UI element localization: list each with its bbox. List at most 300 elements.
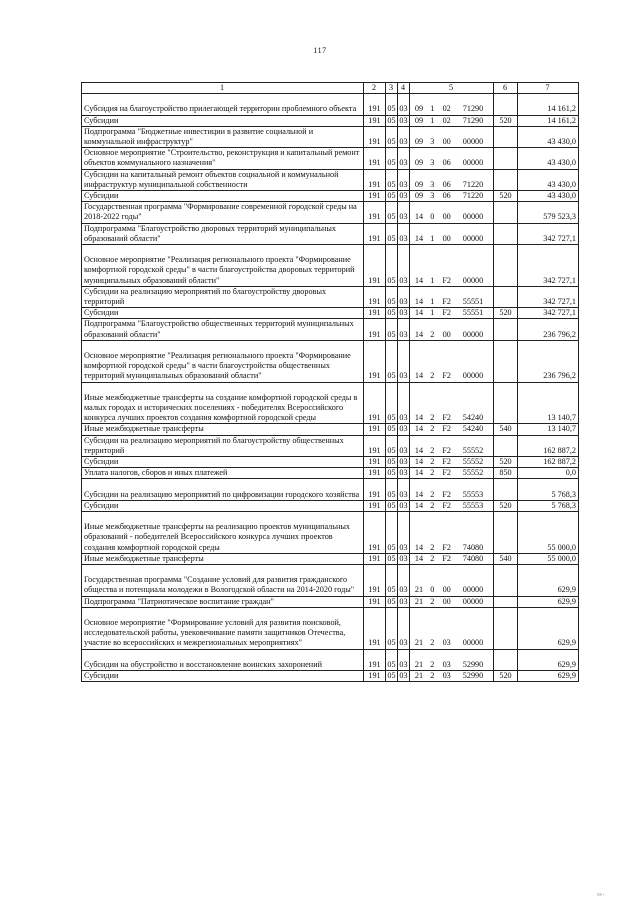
amount-cell: 342 727,1	[518, 308, 579, 319]
ministry-code-cell: 191	[364, 191, 386, 202]
row-name-cell: Иные межбюджетные трансферты на реализацию проектов муниципальных образований - победителей Всероссийского конкурса лучших проектов создания комфортной городской среды	[82, 512, 364, 554]
target-article-part: 1	[430, 115, 435, 125]
target-article-part: 14	[414, 424, 424, 434]
section-code-cell: 05	[387, 424, 396, 434]
subsection-code-cell: 03	[398, 148, 410, 169]
table-row	[82, 671, 579, 682]
target-article-code	[412, 158, 490, 168]
expense-type-cell	[494, 512, 518, 554]
target-article-code	[412, 501, 490, 511]
expense-type-cell	[494, 202, 518, 223]
target-article-code	[412, 638, 490, 648]
section-code-cell: 05	[387, 308, 396, 318]
target-article-part: 71220	[462, 179, 484, 189]
target-article-cell	[410, 94, 494, 115]
ministry-code-cell: 191	[364, 553, 386, 564]
target-article-part: 09	[414, 137, 424, 146]
target-article-part: 14	[414, 413, 424, 423]
target-article-part: 21	[414, 659, 424, 669]
table-row	[82, 553, 579, 564]
amount-cell: 13 140,7	[518, 424, 579, 435]
ministry-code-cell: 191	[364, 202, 386, 223]
target-article-part: 00	[442, 585, 451, 595]
target-article-code	[412, 137, 490, 147]
subsection-code-cell: 03	[398, 607, 410, 649]
target-article-code	[412, 597, 490, 607]
target-article-part: 0	[430, 585, 435, 595]
target-article-cell	[410, 596, 494, 607]
amount-cell: 13 140,7	[518, 382, 579, 424]
target-article-part: 03	[442, 638, 451, 648]
expense-type-cell: 520	[494, 457, 518, 468]
target-article-part: 3	[430, 137, 435, 146]
target-article-part: 00000	[462, 212, 484, 222]
row-name-cell: Иные межбюджетные трансферты	[82, 553, 364, 564]
target-article-part: 71290	[462, 115, 484, 125]
section-code-cell: 05	[386, 319, 398, 340]
target-article-part: F2	[442, 424, 451, 434]
target-article-part: 21	[414, 671, 424, 681]
target-article-cell	[410, 457, 494, 468]
subsection-code-cell: 03	[398, 202, 410, 223]
target-article-cell	[410, 553, 494, 564]
expense-type-cell: 520	[494, 671, 518, 682]
target-article-code	[412, 543, 490, 553]
ministry-code-cell: 191	[364, 649, 386, 670]
target-article-cell	[410, 308, 494, 319]
target-article-part: 71220	[462, 191, 484, 201]
expense-type-cell	[494, 286, 518, 307]
expense-type-cell	[494, 223, 518, 244]
subsection-code-cell: 03	[398, 319, 410, 340]
target-article-code	[412, 308, 490, 318]
table-row	[82, 245, 579, 287]
target-article-part: 55552	[462, 468, 484, 478]
expense-type-cell	[494, 607, 518, 649]
section-code-cell: 05	[387, 468, 396, 478]
target-article-part: 06	[442, 191, 451, 201]
target-article-part: 00000	[462, 137, 484, 146]
target-article-part: 02	[442, 115, 451, 125]
row-name-cell: Подпрограмма "Патриотическое воспитание граждан"	[82, 596, 364, 607]
target-article-part: 0	[430, 212, 435, 222]
ministry-code-cell: 191	[364, 382, 386, 424]
ministry-code-cell: 191	[364, 94, 386, 115]
table-row	[82, 94, 579, 115]
section-code-cell: 05	[387, 596, 396, 606]
expense-type-cell	[494, 435, 518, 456]
ministry-code-cell: 191	[364, 468, 386, 479]
amount-cell: 342 727,1	[518, 245, 579, 287]
table-row	[82, 479, 579, 500]
subsection-code-cell: 03	[399, 596, 408, 606]
subsection-code-cell: 03	[399, 115, 408, 125]
section-code-cell: 05	[387, 115, 396, 125]
target-article-part: 02	[442, 104, 451, 114]
table-row	[82, 340, 579, 382]
target-article-part: 06	[442, 158, 451, 168]
section-code-cell: 05	[386, 565, 398, 597]
row-name-cell: Субсидия на благоустройство прилегающей территории проблемного объекта	[82, 94, 364, 115]
subsection-code-cell: 03	[398, 223, 410, 244]
target-article-code	[412, 413, 490, 423]
target-article-part: 14	[414, 542, 424, 552]
amount-cell: 55 000,0	[518, 512, 579, 554]
target-article-part: F2	[442, 413, 451, 423]
section-code-cell: 05	[386, 223, 398, 244]
row-name-cell: Основное мероприятие "Реализация регионального проекта "Формирование комфортной городской среды" в части благоустройства общественных территорий муниципальных образований области"	[82, 340, 364, 382]
row-name-cell: Основное мероприятие "Реализация регионального проекта "Формирование комфортной городской среды" в части благоустройства дворовых территорий муниципальных образований области"	[82, 245, 364, 287]
target-article-code	[412, 180, 490, 190]
row-name-cell: Субсидии	[82, 671, 364, 682]
amount-cell: 162 887,2	[518, 435, 579, 456]
table-header-row	[82, 83, 579, 94]
target-article-part: 14	[414, 553, 424, 563]
amount-cell: 43 430,0	[518, 126, 579, 147]
ministry-code-cell: 191	[364, 223, 386, 244]
target-article-code	[412, 554, 490, 564]
expense-type-cell	[494, 245, 518, 287]
amount-cell: 579 523,3	[518, 202, 579, 223]
subsection-code-cell: 03	[398, 479, 410, 500]
expense-type-cell	[494, 649, 518, 670]
target-article-part: F2	[442, 542, 451, 552]
target-article-part: 14	[414, 500, 424, 510]
expense-type-cell: 520	[494, 191, 518, 202]
target-article-part: 55553	[462, 500, 484, 510]
footer-mark: ᴵᴵᴵᴮ ᴵ	[596, 894, 604, 899]
target-article-part: 2	[430, 489, 435, 499]
target-article-part: 1	[430, 275, 435, 285]
row-name-cell: Основное мероприятие "Формирование условий для развития поисковой, исследовательской работы, увековечивание памяти защитников Отечества, участие во всероссийских и межрегиональных мероприятиях"	[82, 607, 364, 649]
table-row	[82, 169, 579, 190]
target-article-code	[412, 457, 490, 467]
target-article-cell	[410, 500, 494, 511]
target-article-part: 55551	[462, 308, 484, 318]
target-article-part: 52990	[462, 659, 484, 669]
amount-cell: 43 430,0	[518, 191, 579, 202]
row-name-cell: Субсидии на капитальный ремонт объектов социальной и коммунальной инфраструктур муниципальной собственности	[82, 169, 364, 190]
target-article-part: 2	[430, 329, 435, 339]
row-name-cell: Субсидии	[82, 457, 364, 468]
target-article-part: 00000	[462, 233, 484, 243]
target-article-part: 00	[442, 212, 451, 222]
section-code-cell: 05	[386, 607, 398, 649]
target-article-part: 00000	[462, 158, 484, 168]
subsection-code-cell: 03	[398, 382, 410, 424]
target-article-part: 55552	[462, 457, 484, 467]
expense-type-cell	[494, 169, 518, 190]
expense-type-cell	[494, 126, 518, 147]
section-code-cell: 05	[387, 500, 396, 510]
target-article-code	[412, 234, 490, 244]
section-code-cell: 05	[386, 512, 398, 554]
expense-type-cell: 540	[494, 424, 518, 435]
amount-cell: 43 430,0	[518, 169, 579, 190]
target-article-part: F2	[442, 468, 451, 478]
target-article-cell	[410, 223, 494, 244]
expense-type-cell	[494, 479, 518, 500]
target-article-part: 2	[430, 542, 435, 552]
target-article-part: 00000	[462, 329, 484, 339]
amount-cell: 0,0	[518, 468, 579, 479]
subsection-code-cell: 03	[398, 94, 410, 115]
target-article-cell	[410, 607, 494, 649]
subsection-code-cell: 03	[399, 553, 408, 563]
page-number: 117	[313, 46, 327, 55]
header-cell: 1	[82, 83, 364, 94]
target-article-cell	[410, 115, 494, 126]
target-article-part: 2	[430, 413, 435, 423]
target-article-code	[412, 330, 490, 340]
header-cell: 2	[364, 83, 386, 94]
target-article-code	[412, 297, 490, 307]
row-name-cell: Подпрограмма "Бюджетные инвестиции в развитие социальной и коммунальной инфраструктур"	[82, 126, 364, 147]
target-article-cell	[410, 382, 494, 424]
table-row	[82, 424, 579, 435]
table-row	[82, 126, 579, 147]
target-article-part: 2	[430, 371, 435, 381]
target-article-part: 2	[430, 596, 435, 606]
target-article-part: 52990	[462, 671, 484, 681]
amount-cell: 43 430,0	[518, 148, 579, 169]
ministry-code-cell: 191	[364, 671, 386, 682]
ministry-code-cell: 191	[364, 512, 386, 554]
header-cell: 6	[494, 83, 518, 94]
target-article-cell	[410, 468, 494, 479]
row-name-cell: Субсидии	[82, 115, 364, 126]
header-cell: 3	[386, 83, 398, 94]
subsection-code-cell: 03	[398, 126, 410, 147]
ministry-code-cell: 191	[364, 500, 386, 511]
target-article-part: 09	[414, 179, 424, 189]
ministry-code-cell: 191	[364, 319, 386, 340]
target-article-part: 1	[430, 233, 435, 243]
header-cell: 7	[518, 83, 579, 94]
target-article-part: 1	[430, 308, 435, 318]
target-article-part: 3	[430, 179, 435, 189]
subsection-code-cell: 03	[398, 340, 410, 382]
amount-cell: 5 768,3	[518, 500, 579, 511]
table-row	[82, 191, 579, 202]
expense-type-cell	[494, 382, 518, 424]
section-code-cell: 05	[387, 553, 396, 563]
row-name-cell: Субсидии на реализацию мероприятий по цифровизации городского хозяйства	[82, 479, 364, 500]
row-name-cell: Иные межбюджетные трансферты	[82, 424, 364, 435]
target-article-part: 2	[430, 457, 435, 467]
target-article-part: 06	[442, 179, 451, 189]
target-article-part: 14	[414, 329, 424, 339]
table-row	[82, 223, 579, 244]
target-article-cell	[410, 565, 494, 597]
expense-type-cell	[494, 596, 518, 607]
section-code-cell: 05	[386, 245, 398, 287]
amount-cell: 629,9	[518, 649, 579, 670]
amount-cell: 342 727,1	[518, 223, 579, 244]
header-cell: 4	[398, 83, 410, 94]
target-article-part: F2	[442, 308, 451, 318]
target-article-part: 3	[430, 158, 435, 168]
table-row	[82, 468, 579, 479]
table-row	[82, 500, 579, 511]
table-row	[82, 286, 579, 307]
section-code-cell: 05	[387, 191, 396, 201]
target-article-part: 2	[430, 468, 435, 478]
target-article-part: 09	[414, 191, 424, 201]
target-article-cell	[410, 191, 494, 202]
ministry-code-cell: 191	[364, 435, 386, 456]
amount-cell: 236 796,2	[518, 319, 579, 340]
subsection-code-cell: 03	[399, 671, 408, 681]
target-article-cell	[410, 148, 494, 169]
table-row	[82, 382, 579, 424]
target-article-part: 14	[414, 233, 424, 243]
target-article-code	[412, 490, 490, 500]
target-article-part: 00000	[462, 275, 484, 285]
table-row	[82, 565, 579, 597]
target-article-part: 00000	[462, 638, 484, 648]
header-cell: 5	[410, 83, 494, 94]
table-row	[82, 512, 579, 554]
target-article-part: 09	[414, 158, 424, 168]
target-article-code	[412, 191, 490, 201]
subsection-code-cell: 03	[399, 468, 408, 478]
target-article-code	[412, 468, 490, 478]
ministry-code-cell: 191	[364, 245, 386, 287]
ministry-code-cell: 191	[364, 424, 386, 435]
target-article-part: 55553	[462, 489, 484, 499]
row-name-cell: Уплата налогов, сборов и иных платежей	[82, 468, 364, 479]
target-article-part: 55551	[462, 297, 484, 307]
table-row	[82, 319, 579, 340]
target-article-code	[412, 660, 490, 670]
row-name-cell: Субсидии	[82, 500, 364, 511]
expense-type-cell: 540	[494, 553, 518, 564]
row-name-cell: Субсидии на реализацию мероприятий по благоустройству дворовых территорий	[82, 286, 364, 307]
target-article-part: 00000	[462, 596, 484, 606]
target-article-cell	[410, 649, 494, 670]
ministry-code-cell: 191	[364, 340, 386, 382]
target-article-part: 14	[414, 371, 424, 381]
target-article-cell	[410, 424, 494, 435]
ministry-code-cell: 191	[364, 126, 386, 147]
section-code-cell: 05	[386, 148, 398, 169]
row-name-cell: Субсидии на реализацию мероприятий по благоустройству общественных территорий	[82, 435, 364, 456]
ministry-code-cell: 191	[364, 148, 386, 169]
expense-type-cell: 520	[494, 500, 518, 511]
section-code-cell: 05	[386, 382, 398, 424]
target-article-cell	[410, 479, 494, 500]
expense-type-cell: 850	[494, 468, 518, 479]
target-article-part: 2	[430, 553, 435, 563]
target-article-part: 1	[430, 297, 435, 307]
target-article-part: 2	[430, 659, 435, 669]
target-article-part: 14	[414, 308, 424, 318]
subsection-code-cell: 03	[398, 286, 410, 307]
amount-cell: 14 161,2	[518, 115, 579, 126]
ministry-code-cell: 191	[364, 479, 386, 500]
target-article-code	[412, 116, 490, 126]
target-article-part: 14	[414, 489, 424, 499]
target-article-cell	[410, 319, 494, 340]
target-article-code	[412, 104, 490, 114]
ministry-code-cell: 191	[364, 607, 386, 649]
target-article-part: 71290	[462, 104, 484, 114]
target-article-part: 14	[414, 212, 424, 222]
target-article-part: 2	[430, 500, 435, 510]
row-name-cell: Государственная программа "Создание условий для развития гражданского общества и потенциала молодежи в Вологодской области на 2014-2020 годы"	[82, 565, 364, 597]
table-row	[82, 596, 579, 607]
amount-cell: 629,9	[518, 671, 579, 682]
target-article-code	[412, 585, 490, 595]
target-article-part: 00000	[462, 371, 484, 381]
target-article-part: F2	[442, 371, 451, 381]
subsection-code-cell: 03	[399, 500, 408, 510]
ministry-code-cell: 191	[364, 565, 386, 597]
subsection-code-cell: 03	[399, 191, 408, 201]
subsection-code-cell: 03	[399, 308, 408, 318]
target-article-code	[412, 371, 490, 381]
target-article-part: F2	[442, 445, 451, 455]
subsection-code-cell: 03	[398, 169, 410, 190]
subsection-code-cell: 03	[398, 435, 410, 456]
amount-cell: 5 768,3	[518, 479, 579, 500]
target-article-part: 14	[414, 275, 424, 285]
ministry-code-cell: 191	[364, 169, 386, 190]
row-name-cell: Государственная программа "Формирование современной городской среды на 2018-2022 годы"	[82, 202, 364, 223]
section-code-cell: 05	[386, 340, 398, 382]
amount-cell: 162 887,2	[518, 457, 579, 468]
target-article-part: 00	[442, 329, 451, 339]
target-article-part: 54240	[462, 424, 484, 434]
expense-type-cell	[494, 148, 518, 169]
ministry-code-cell: 191	[364, 457, 386, 468]
target-article-part: 3	[430, 191, 435, 201]
amount-cell: 629,9	[518, 596, 579, 607]
table-row	[82, 202, 579, 223]
target-article-part: 55552	[462, 445, 484, 455]
row-name-cell: Субсидии на обустройство и восстановление воинских захоронений	[82, 649, 364, 670]
subsection-code-cell: 03	[398, 649, 410, 670]
section-code-cell: 05	[387, 671, 396, 681]
target-article-part: 2	[430, 424, 435, 434]
expense-type-cell	[494, 319, 518, 340]
section-code-cell: 05	[386, 649, 398, 670]
target-article-code	[412, 276, 490, 286]
row-name-cell: Подпрограмма "Благоустройство общественных территорий муниципальных образований области"	[82, 319, 364, 340]
target-article-code	[412, 671, 490, 681]
ministry-code-cell: 191	[364, 308, 386, 319]
expense-type-cell	[494, 565, 518, 597]
target-article-part: 14	[414, 457, 424, 467]
section-code-cell: 05	[387, 457, 396, 467]
section-code-cell: 05	[386, 94, 398, 115]
target-article-part: 03	[442, 659, 451, 669]
target-article-cell	[410, 202, 494, 223]
table-row	[82, 308, 579, 319]
target-article-cell	[410, 126, 494, 147]
expense-type-cell: 520	[494, 115, 518, 126]
target-article-cell	[410, 245, 494, 287]
row-name-cell: Субсидии	[82, 308, 364, 319]
amount-cell: 629,9	[518, 565, 579, 597]
target-article-part: 09	[414, 104, 424, 114]
target-article-cell	[410, 435, 494, 456]
target-article-part: 03	[442, 671, 451, 681]
row-name-cell: Основное мероприятие "Строительство, реконструкция и капитальный ремонт объектов коммунального назначения"	[82, 148, 364, 169]
target-article-part: 2	[430, 671, 435, 681]
target-article-code	[412, 212, 490, 222]
